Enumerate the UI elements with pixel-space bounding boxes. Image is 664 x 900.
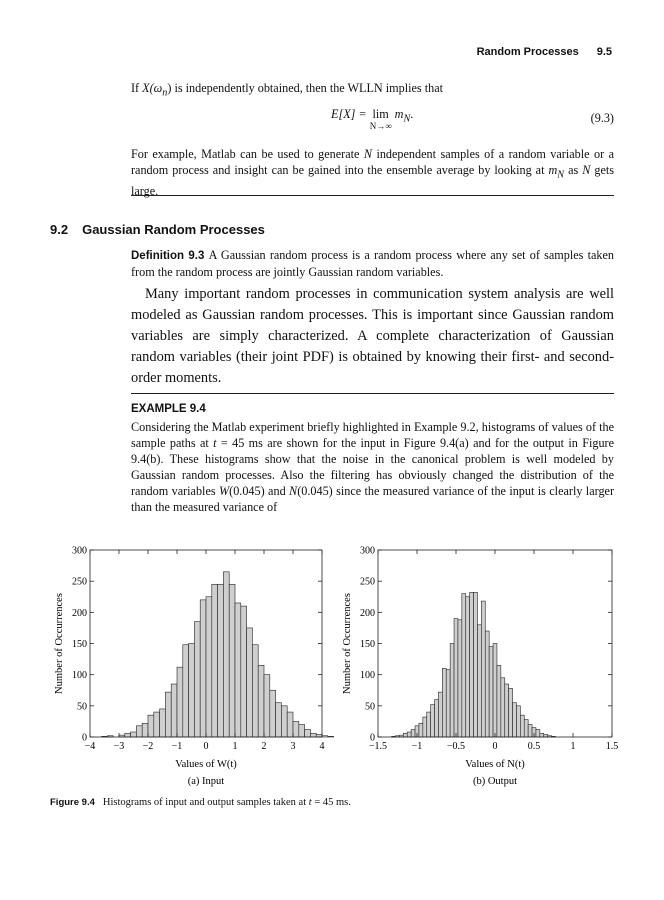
figure-9-4	[0, 535, 664, 790]
histogram-bar	[474, 592, 478, 737]
definition-text: A Gaussian random process is a random process where any set of samples taken from the random process are jointly Gaussian random variables.	[131, 248, 615, 279]
histogram-bar	[328, 736, 334, 737]
histogram-bar	[435, 700, 439, 737]
histogram-bar	[501, 678, 505, 737]
equation-limit	[370, 107, 392, 131]
histogram-bar	[427, 712, 431, 737]
section-heading	[50, 222, 265, 237]
x-tick-label: 3	[290, 741, 296, 752]
histogram-bar	[131, 732, 137, 737]
example-w: W	[218, 484, 230, 498]
equation-9-3	[131, 107, 614, 139]
histogram-input	[54, 546, 334, 788]
x-tick-label: −3	[113, 741, 125, 752]
x-tick-label: 4	[319, 741, 325, 752]
x-tick-label: −0.5	[446, 741, 466, 752]
equation-lim-text: lim	[372, 107, 389, 121]
intro-suffix: is independently obtained, then the WLLN implies that	[171, 81, 443, 95]
histogram-bar	[481, 601, 485, 737]
divider-rule	[131, 195, 614, 196]
intro-prefix: If	[131, 81, 143, 95]
histogram-bar	[287, 712, 293, 737]
x-tick-label: 1	[570, 741, 576, 752]
histogram-bar	[165, 692, 171, 737]
chapter-title: Random Processes	[476, 46, 579, 58]
histogram-bar	[212, 584, 218, 737]
definition-9-3	[131, 247, 614, 280]
equation-end: .	[410, 107, 414, 121]
histogram-bar	[485, 631, 489, 737]
histogram-bar	[270, 690, 276, 737]
p1-m-sub: N	[557, 169, 565, 181]
x-tick-label: −1.5	[368, 741, 388, 752]
histogram-bar	[466, 597, 470, 737]
histogram-bar	[322, 736, 328, 737]
x-tick-label: 0	[492, 741, 498, 752]
histogram-bar	[136, 726, 142, 737]
histogram-bar	[305, 730, 311, 737]
histogram-bar	[470, 592, 474, 737]
example-body	[131, 419, 614, 515]
histogram-bar	[407, 732, 411, 737]
p1-d: gets large.	[131, 163, 614, 199]
histogram-bar	[247, 628, 253, 737]
histogram-bar	[142, 723, 148, 737]
y-tick-label: 250	[72, 576, 87, 588]
histogram-bar	[431, 705, 435, 737]
histogram-bar	[403, 733, 407, 737]
histogram-bar	[423, 717, 427, 737]
histogram-bar	[505, 684, 509, 737]
histogram-bar	[411, 730, 415, 737]
histogram-bar	[160, 709, 166, 737]
histogram-output	[342, 546, 618, 788]
histogram-bar	[458, 620, 462, 737]
equation-rhs-sub: N	[403, 113, 411, 125]
chart-title: (a) Input	[187, 776, 225, 787]
histogram-bar	[299, 725, 305, 737]
histogram-bar	[229, 584, 235, 737]
x-axis-label: Values of W(t)	[175, 759, 237, 770]
histogram-bar	[218, 584, 224, 737]
paragraph-matlab	[131, 146, 614, 199]
p1-n: N	[363, 147, 372, 161]
paragraph-gaussian: Many important random processes in communication system analysis are well modeled as Gaussian random processes. This is important since Gaussian random variables are simply characterized. A complete characterization of Gaussian random variables (their joint PDF) is obtained by knowing their first- and second-order moments.	[131, 286, 614, 386]
x-tick-label: 2	[261, 741, 267, 752]
histogram-bar	[536, 730, 540, 737]
y-tick-label: 0	[82, 732, 87, 744]
y-tick-label: 200	[360, 607, 375, 619]
histogram-bar	[450, 644, 454, 738]
x-tick-label: −2	[142, 741, 154, 752]
intro-line	[131, 80, 614, 101]
example-t: t	[213, 436, 217, 450]
y-axis-label: Number of Occurrences	[342, 593, 353, 694]
intro-variable: X(ω	[142, 81, 163, 95]
histogram-bar	[223, 572, 229, 737]
example-c: (0.045) and	[229, 484, 290, 498]
histogram-bar	[516, 706, 520, 737]
histogram-bar	[310, 733, 316, 737]
figure-caption-text: Histograms of input and output samples taken at	[102, 797, 309, 808]
histogram-bar	[189, 644, 195, 738]
histogram-bar	[462, 594, 466, 737]
x-tick-label: 0	[203, 741, 209, 752]
histogram-bar	[125, 733, 131, 737]
section-number: 9.2	[50, 222, 69, 237]
equation-lhs: E[X] =	[331, 107, 370, 121]
y-tick-label: 200	[72, 607, 87, 619]
histogram-bar	[438, 692, 442, 737]
histogram-bar	[200, 600, 206, 737]
section-title: Gaussian Random Processes	[82, 222, 265, 237]
y-tick-label: 150	[360, 639, 375, 650]
running-head	[477, 46, 612, 58]
histogram-bar	[206, 597, 212, 737]
intro-close: )	[167, 81, 172, 95]
histogram-bar	[540, 733, 544, 737]
histogram-bar	[513, 703, 517, 737]
y-tick-label: 50	[365, 701, 375, 713]
x-tick-label: −1	[411, 741, 423, 752]
histogram-bar	[509, 688, 513, 737]
definition-label: Definition 9.3	[131, 250, 205, 262]
y-tick-label: 150	[72, 639, 87, 650]
p1-c: as	[564, 163, 583, 177]
histogram-bar	[241, 606, 247, 737]
equation-lim-sub: N→∞	[369, 121, 392, 131]
divider-rule-example	[131, 393, 614, 394]
x-tick-label: −1	[171, 741, 183, 752]
p1-m: m	[548, 163, 558, 177]
x-tick-label: 1	[232, 741, 238, 752]
histogram-bar	[419, 723, 423, 737]
example-a: Considering the Matlab experiment briefly highlighted in Example 9.2, histograms of values of the sample paths at	[131, 420, 614, 450]
example-n: N	[289, 484, 298, 498]
histogram-bar	[177, 667, 183, 737]
histogram-bar	[194, 622, 200, 737]
x-tick-label: 0.5	[527, 741, 541, 752]
p1-b: independent samples of a random variable or a random process and insight can be gained into the ensemble average by looking at	[131, 147, 614, 177]
x-axis-label: Values of N(t)	[465, 759, 525, 770]
equation-body	[331, 107, 413, 131]
figure-caption-end: = 45 ms.	[311, 797, 351, 808]
histogram-bar	[493, 644, 497, 738]
example-d: (0.045) since the measured variance of the input is clearly larger than the measured variance of	[131, 484, 615, 514]
histogram-bar	[252, 645, 258, 737]
p1-a: For example, Matlab can be used to generate	[131, 147, 364, 161]
histogram-bar	[276, 703, 282, 737]
figure-caption-label: Figure 9.4	[50, 797, 95, 808]
y-tick-label: 250	[360, 576, 375, 588]
histogram-bar	[442, 668, 446, 737]
chart-title: (b) Output	[472, 776, 518, 787]
histogram-bar	[520, 715, 524, 737]
histogram-bar	[524, 720, 528, 737]
figure-caption	[50, 797, 351, 808]
equation-number: (9.3)	[590, 111, 614, 125]
histogram-bar	[258, 665, 264, 737]
example-b: = 45 ms are shown for the input in Figure 9.4(a) and for the output in Figure 9.4(b). These histograms show that the noise in the canonical problem is well modeled by Gaussian random processes. Also the filtering has obviously changed the distribution of the random variables	[131, 436, 615, 498]
figure-caption-t: t	[308, 797, 312, 808]
y-axis-label: Number of Occurrences	[54, 593, 65, 694]
y-tick-label: 100	[360, 670, 375, 682]
y-tick-label: 50	[77, 701, 87, 713]
page-number: 9.5	[596, 46, 612, 58]
y-tick-label: 300	[72, 545, 87, 557]
x-tick-label: 1.5	[605, 741, 619, 752]
histogram-bar	[489, 647, 493, 737]
x-tick-label: −4	[84, 741, 96, 752]
histogram-bar	[171, 684, 177, 737]
p1-n2: N	[582, 163, 591, 177]
histogram-bar	[264, 675, 270, 737]
histogram-bar	[497, 665, 501, 737]
y-tick-label: 100	[72, 670, 87, 682]
histogram-bar	[446, 670, 450, 737]
histogram-bar	[148, 715, 154, 737]
y-tick-label: 0	[370, 732, 375, 744]
histogram-bar	[293, 721, 299, 737]
histogram-bar	[154, 712, 160, 737]
example-heading: EXAMPLE 9.4	[131, 403, 206, 415]
histogram-bar	[281, 706, 287, 737]
equation-rhs: m	[391, 107, 404, 121]
histogram-bar	[454, 619, 458, 737]
histogram-bar	[528, 725, 532, 737]
histogram-bar	[235, 603, 241, 737]
y-tick-label: 300	[360, 545, 375, 557]
histogram-bar	[477, 625, 481, 737]
histogram-bar	[183, 645, 189, 737]
intro-variable-sub: n	[162, 87, 168, 99]
